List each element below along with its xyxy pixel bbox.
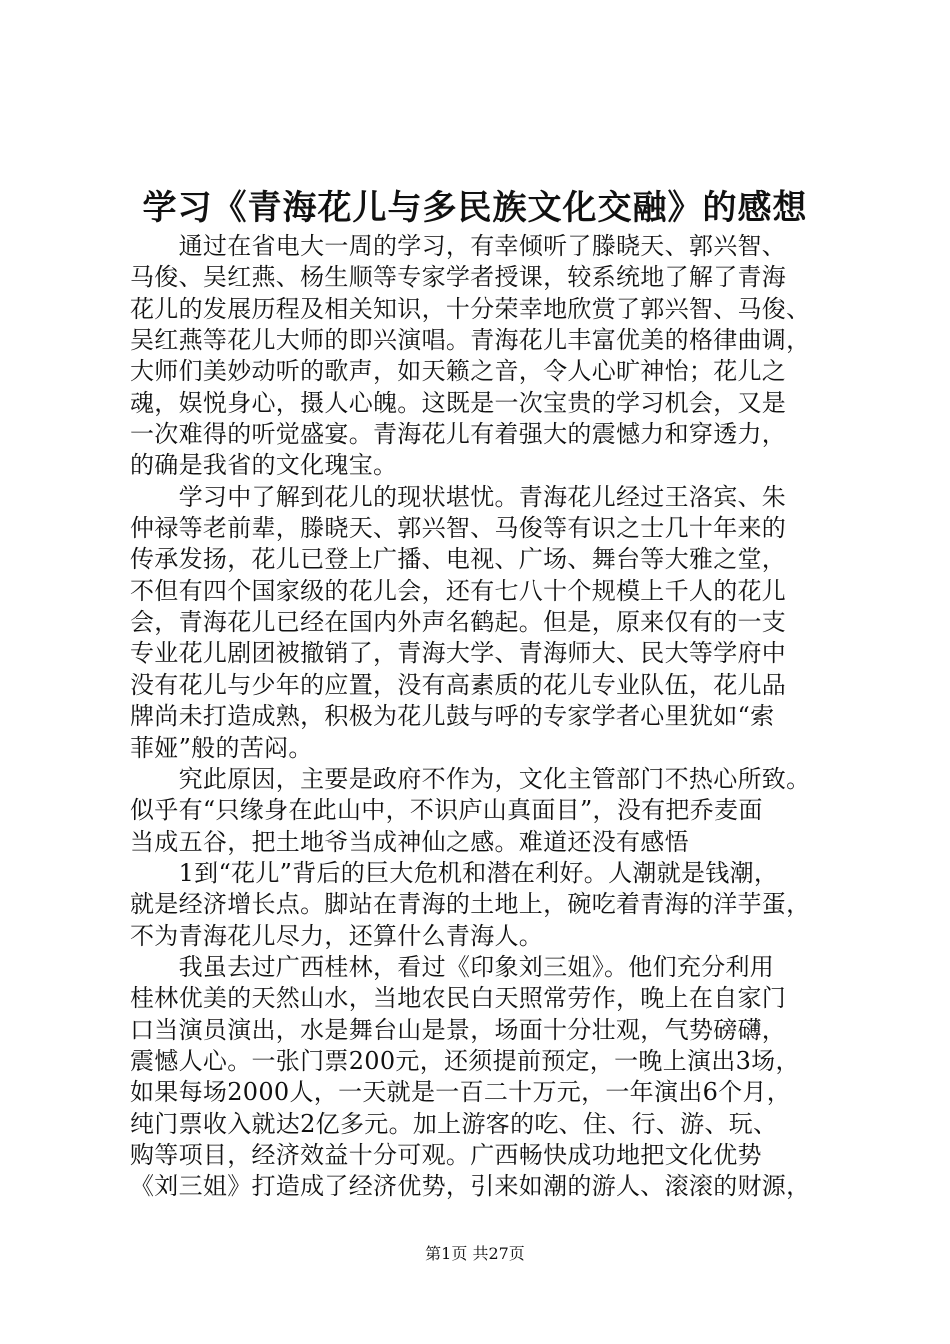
- body-text-line: 的确是我省的文化瑰宝。: [130, 451, 398, 480]
- body-text-line: 花儿的发展历程及相关知识，十分荣幸地欣赏了郭兴智、马俊、: [130, 294, 811, 323]
- body-text-line: 我虽去过广西桂林，看过《印象刘三姐》。他们充分利用: [130, 952, 775, 981]
- body-text-line: 魂，娱悦身心，摄人心魄。这既是一次宝贵的学习机会，又是: [130, 388, 787, 417]
- body-text-line: 《刘三姐》打造成了经济优势，引来如潮的游人、滚滚的财源，: [130, 1172, 811, 1201]
- body-text-line: 一次难得的听觉盛宴。青海花儿有着强大的震憾力和穿透力，: [130, 420, 787, 449]
- body-text-line: 究此原因，主要是政府不作为，文化主管部门不热心所致。: [130, 764, 811, 793]
- body-text-line: 购等项目，经济效益十分可观。广西畅快成功地把文化优势: [130, 1140, 762, 1169]
- body-text-line: 桂林优美的天然山水，当地农民白天照常劳作，晚上在自家门: [130, 984, 787, 1013]
- body-text-line: 吴红燕等花儿大师的即兴演唱。青海花儿丰富优美的格律曲调，: [130, 326, 811, 355]
- body-text-line: 牌尚未打造成熟，积极为花儿鼓与呼的专家学者心里犹如“索: [130, 702, 775, 731]
- page-footer: 第1页 共27页: [425, 1244, 525, 1263]
- body-text-line: 专业花儿剧团被撤销了，青海大学、青海师大、民大等学府中: [130, 639, 787, 668]
- body-text-line: 当成五谷，把土地爷当成神仙之感。难道还没有感悟: [130, 827, 689, 856]
- body-text-line: 如果每场2000人，一天就是一百二十万元，一年演出6个月，: [130, 1078, 792, 1107]
- body-text-line: 不但有四个国家级的花儿会，还有七八十个规模上千人的花儿: [130, 576, 787, 605]
- body-text-line: 纯门票收入就达2亿多元。加上游客的吃、住、行、游、玩、: [130, 1109, 778, 1138]
- body-text-line: 马俊、吴红燕、杨生顺等专家学者授课，较系统地了解了青海: [130, 263, 787, 292]
- body-text-line: 会，青海花儿已经在国内外声名鹤起。但是，原来仅有的一支: [130, 608, 787, 637]
- body-text-line: 菲娅”般的苦闷。: [130, 733, 313, 762]
- body-text-line: 仲禄等老前辈，滕晓天、郭兴智、马俊等有识之士几十年来的: [130, 514, 787, 543]
- body-text-line: 1到“花儿”背后的巨大危机和潜在利好。人潮就是钱潮，: [130, 858, 779, 887]
- body-text-line: 学习中了解到花儿的现状堪忧。青海花儿经过王洛宾、朱: [130, 482, 787, 511]
- body-text-line: 震憾人心。一张门票200元，还须提前预定，一晚上演出3场，: [130, 1046, 800, 1075]
- body-text-line: 没有花儿与少年的应置，没有高素质的花儿专业队伍，花儿品: [130, 670, 787, 699]
- body-text-line: 大师们美妙动听的歌声，如天籁之音，令人心旷神怡；花儿之: [130, 357, 787, 386]
- document-body: [130, 231, 842, 1203]
- document-title: 学习《青海花儿与多民族文化交融》的感想: [142, 188, 808, 228]
- body-text-line: 不为青海花儿尽力，还算什么青海人。: [130, 921, 544, 950]
- body-text-line: 就是经济增长点。脚站在青海的土地上，碗吃着青海的洋芋蛋，: [130, 890, 811, 919]
- body-text-line: 通过在省电大一周的学习，有幸倾听了滕晓天、郭兴智、: [130, 232, 787, 260]
- body-text-line: 似乎有“只缘身在此山中，不识庐山真面目”，没有把乔麦面: [130, 796, 763, 825]
- body-text-line: 传承发扬，花儿已登上广播、电视、广场、舞台等大雅之堂，: [130, 545, 787, 574]
- body-text-line: 口当演员演出，水是舞台山是景，场面十分壮观，气势磅礴，: [130, 1015, 787, 1044]
